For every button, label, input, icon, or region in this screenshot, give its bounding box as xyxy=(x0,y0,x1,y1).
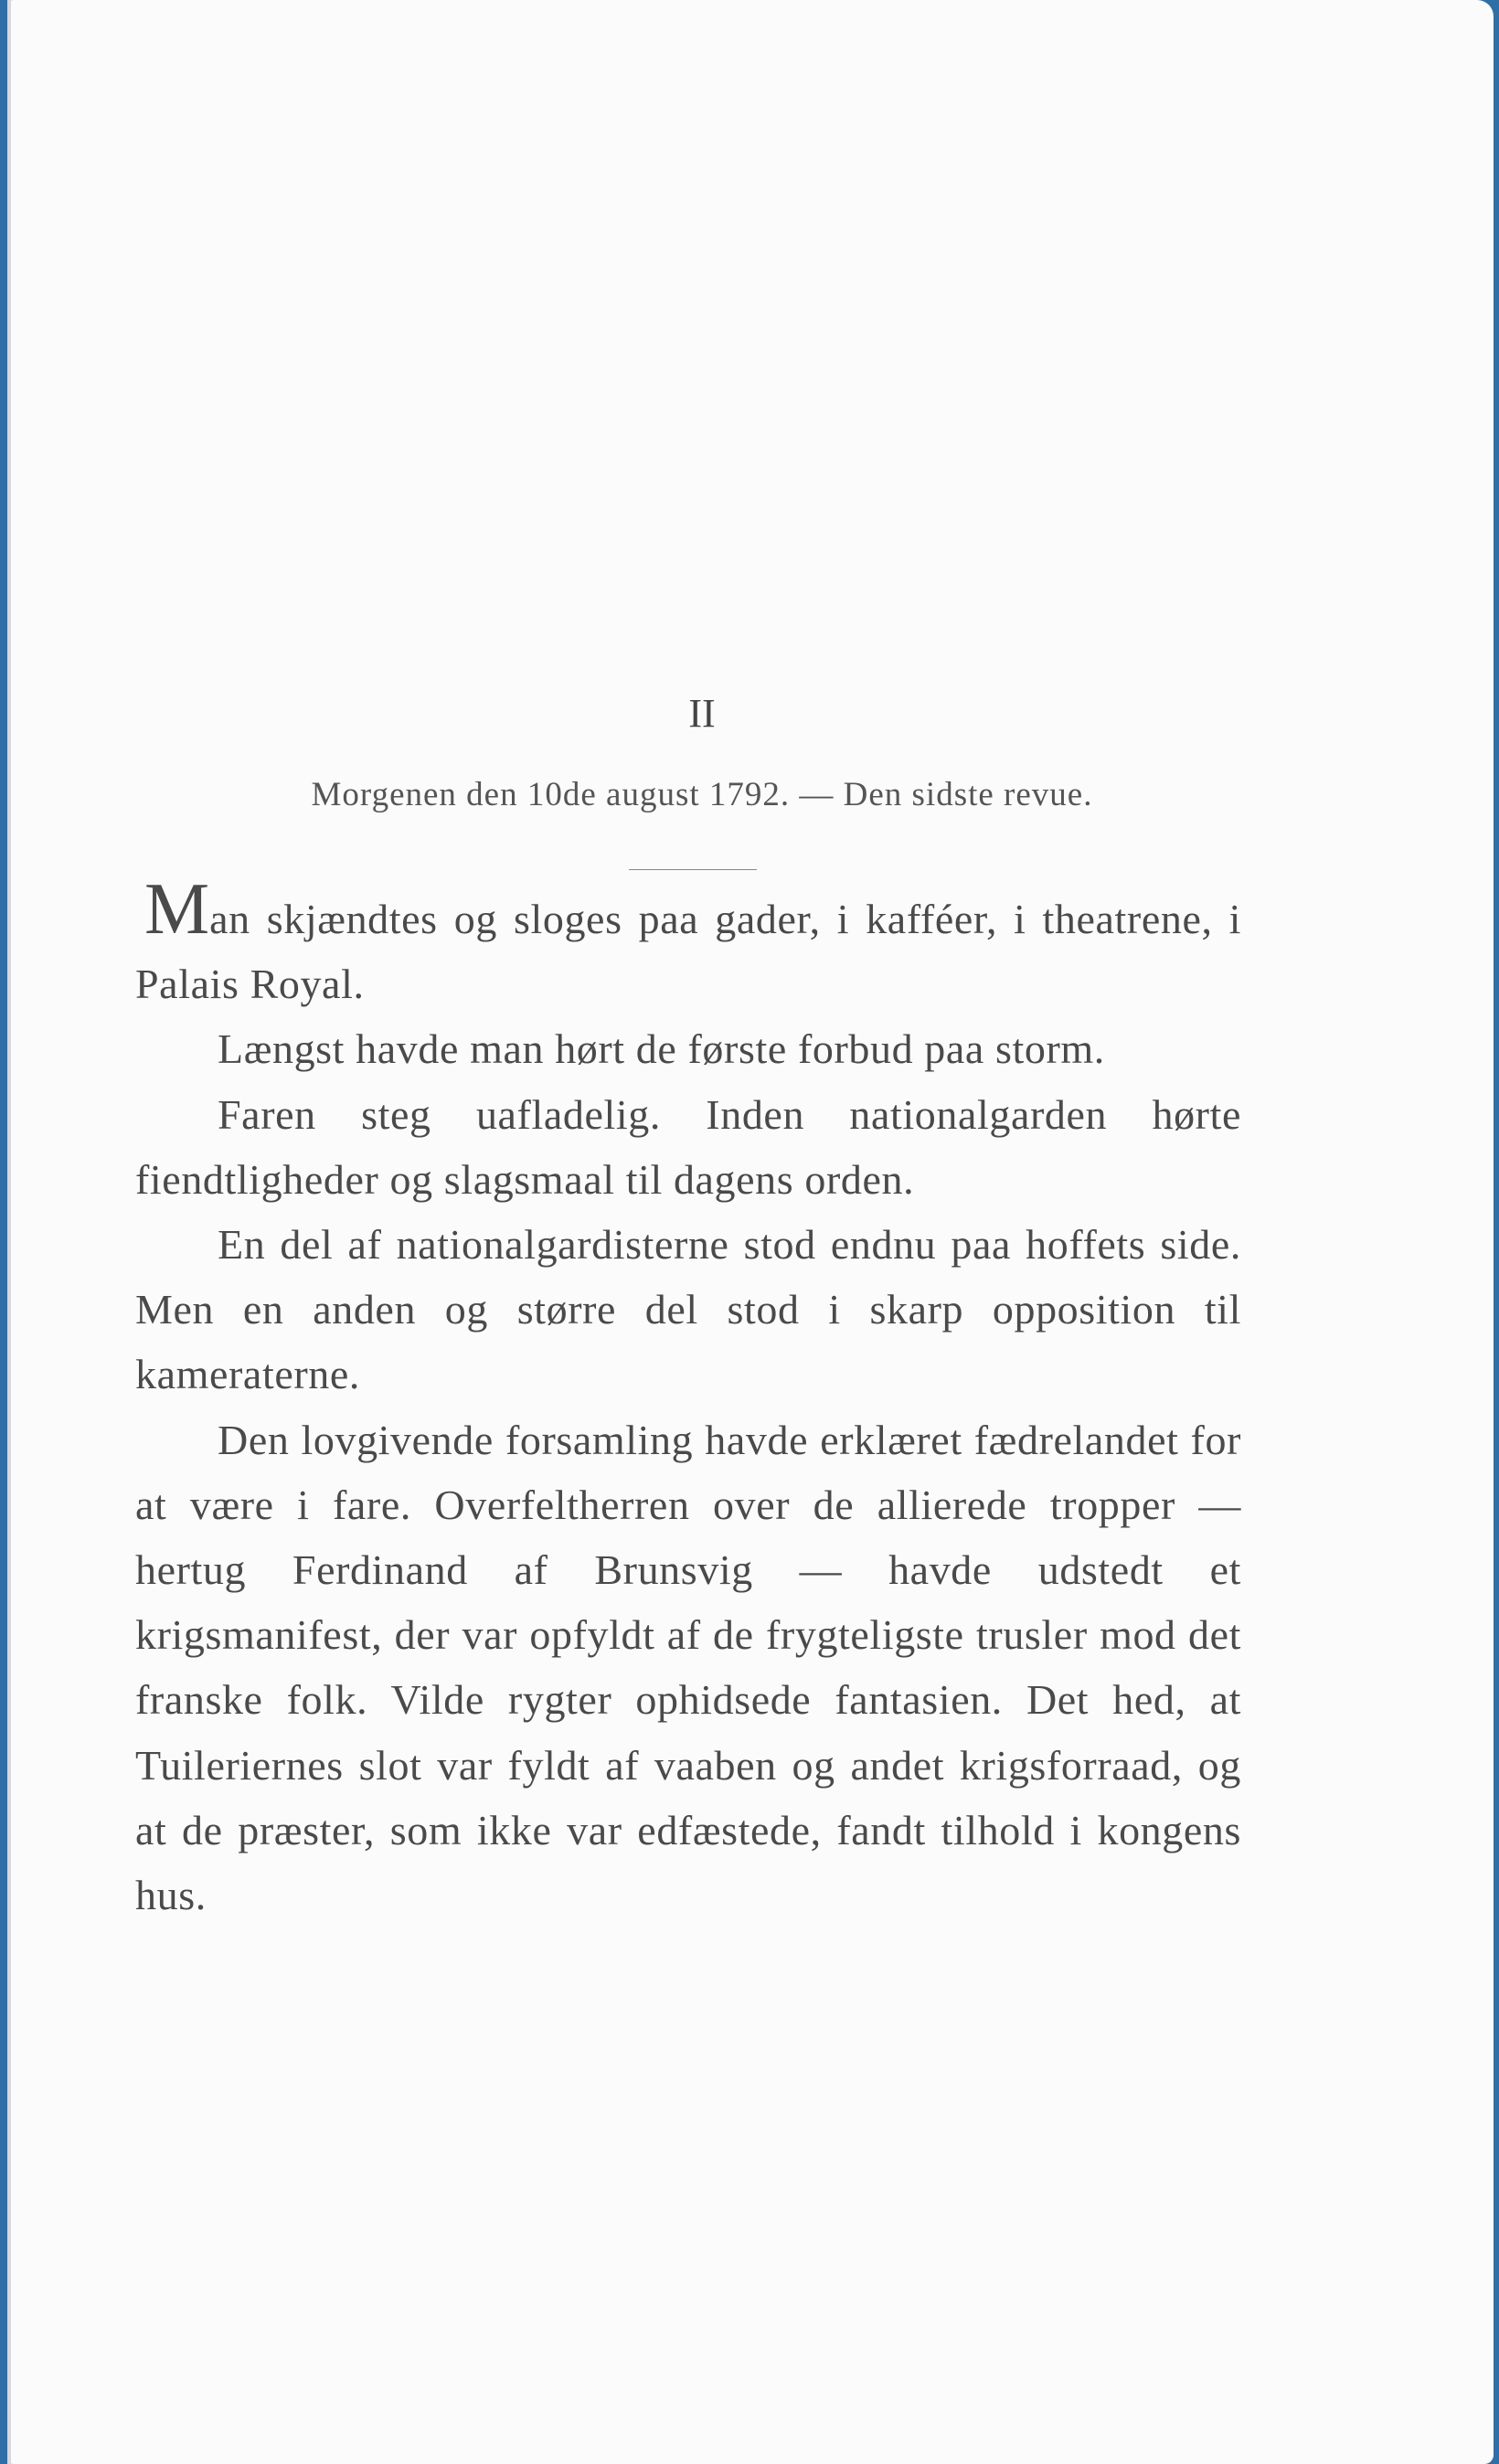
chapter-number: II xyxy=(688,691,716,736)
paragraph-4: En del af nationalgardisterne stod endnu paa hoffets side. Men en anden og større del stod i skarp opposition til kameraterne. xyxy=(135,1221,1241,1398)
paragraph-5: Den lovgivende forsamling havde erklæret fædrelandet for at være i fare. Overfeltherren over de allierede tropper — hertug Ferdinand af Brunsvig — havde udstedt et krigsmanifest, der var opfyldt af de frygteligste trusler mod det franske folk. Vilde rygter ophidsede fantasien. Det hed, at Tuileriernes slot var fyldt af vaaben og andet krigsforraad, og at de præster, som ikke var edfæstede, fandt tilhold i kongens hus. xyxy=(135,1416,1241,1919)
paragraph-1 xyxy=(135,869,1241,1016)
chapter-body xyxy=(135,869,1241,1928)
book-page xyxy=(7,0,1494,2464)
drop-cap: M xyxy=(144,869,210,950)
paragraph-1-text: an skjændtes og sloges paa gader, i kafféer, i theatrene, i Palais Royal. xyxy=(135,896,1241,1008)
chapter-subtitle: Morgenen den 10de august 1792. — Den sidste revue. xyxy=(311,776,1093,813)
section-divider xyxy=(629,869,757,870)
page-edge xyxy=(7,0,11,2464)
paragraph-2: Længst havde man hørt de første forbud paa storm. xyxy=(218,1025,1105,1073)
paragraph-3: Faren steg uafladelig. Inden nationalgarden hørte fiendtligheder og slagsmaal til dagens orden. xyxy=(135,1090,1241,1203)
